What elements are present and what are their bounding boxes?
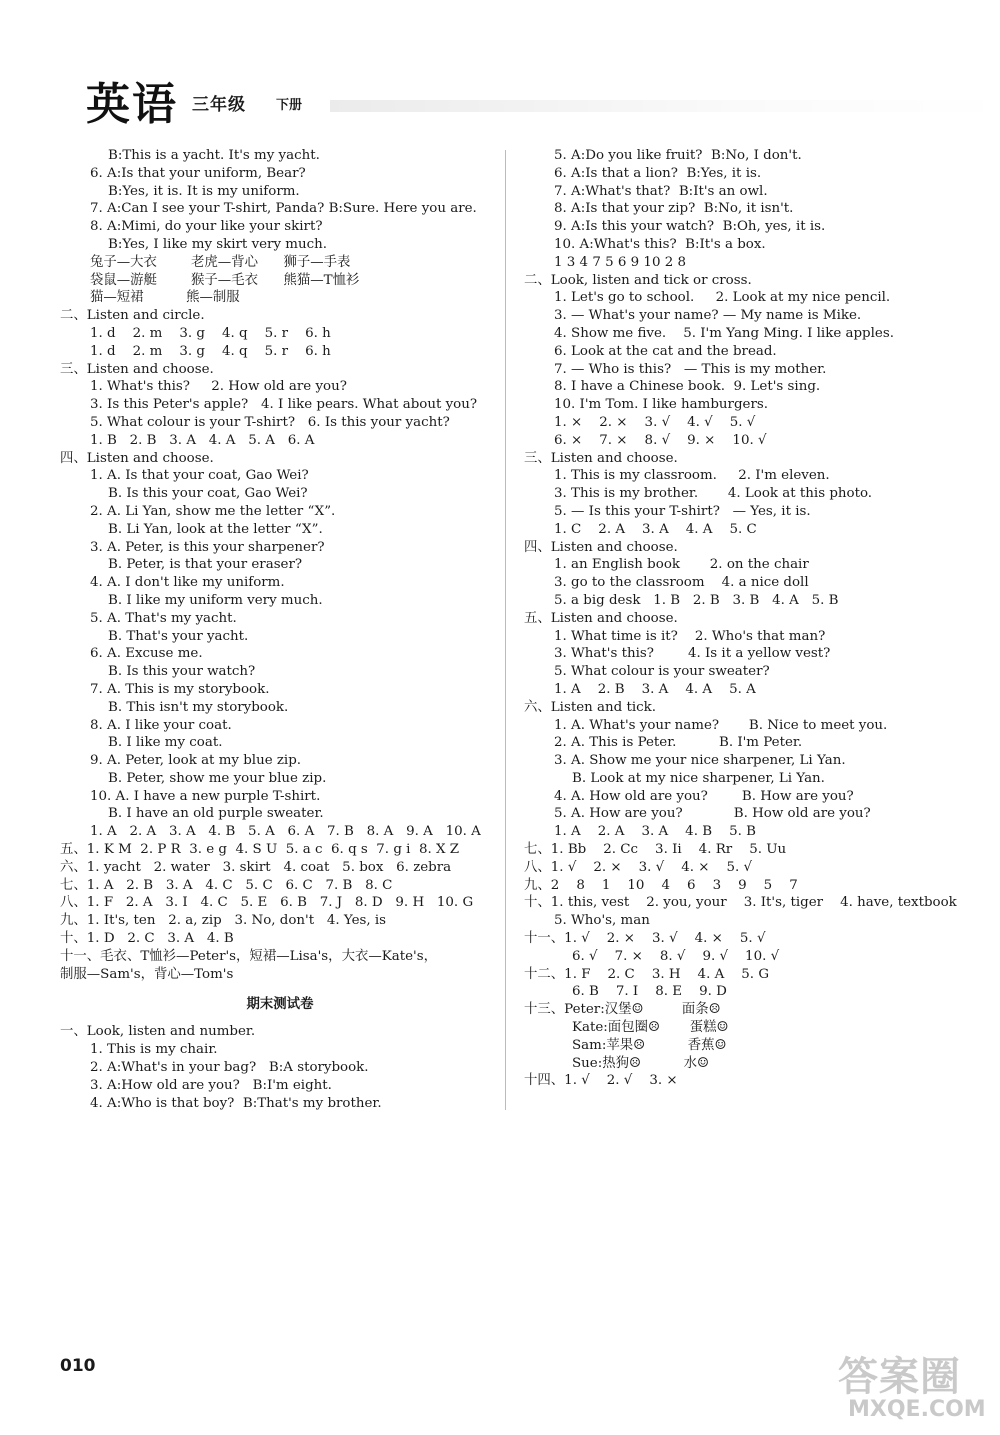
answer-line: Sam:苹果☹ 香蕉☺ (572, 1037, 727, 1053)
answer-line: B. Is this your watch? (108, 664, 256, 680)
answer-line: B. I like my coat. (108, 735, 223, 751)
answer-line: 1. A 2. A 3. A 4. B 5. A 6. A 7. B 8. A 9. A 10. A (90, 824, 481, 840)
answer-line: 6. B 7. I 8. E 9. D (572, 984, 727, 1000)
answer-line: 七、1. A 2. B 3. A 4. C 5. C 6. C 7. B 8. C (60, 877, 393, 893)
answer-line: 5. Who's, man (554, 913, 650, 929)
answer-line: 袋鼠—游艇 猴子—毛衣 熊猫—T恤衫 (90, 272, 360, 288)
answer-line: 5. a big desk 1. B 2. B 3. B 4. A 5. B (554, 592, 839, 608)
answer-line: 四、Listen and choose. (524, 539, 678, 555)
watermark-site: MXQE.COM (848, 1397, 986, 1422)
answer-line: 3. What's this? 4. Is it a yellow vest? (554, 646, 831, 662)
answer-line: 1. A. Is that your coat, Gao Wei? (90, 468, 309, 484)
answer-line: 5. — Is this your T-shirt? — Yes, it is. (554, 503, 811, 519)
answer-line: 10. A. I have a new purple T-shirt. (90, 788, 321, 804)
answer-line: 十四、1. √ 2. √ 3. × (524, 1073, 678, 1089)
answer-line: 八、1. F 2. A 3. I 4. C 5. E 6. B 7. J 8. D 9. H 10. G (60, 895, 474, 911)
answer-line: 1. × 2. × 3. √ 4. √ 5. √ (554, 414, 756, 430)
answer-line: B. Peter, show me your blue zip. (108, 770, 327, 786)
answer-line: 10. I'm Tom. I like hamburgers. (554, 397, 768, 413)
answer-line: 6. × 7. × 8. √ 9. × 10. √ (554, 432, 767, 448)
answer-line: 十、1. this, vest 2. you, your 3. It's, tiger 4. have, textbook (524, 895, 957, 911)
answer-line: 1. This is my chair. (90, 1042, 218, 1058)
answer-line: 3. Is this Peter's apple? 4. I like pears. What about you? (90, 397, 478, 413)
answer-line: 3. A. Peter, is this your sharpener? (90, 539, 325, 555)
watermark-logo-text: 答案圈 (838, 1354, 961, 1400)
answer-line: 3. This is my brother. 4. Look at this photo. (554, 486, 873, 502)
answer-line: 3. A:How old are you? B:I'm eight. (90, 1077, 332, 1093)
answer-line: 1. What time is it? 2. Who's that man? (554, 628, 826, 644)
answer-line: 6. A. Excuse me. (90, 646, 203, 662)
answer-line: 九、1. It's, ten 2. a, zip 3. No, don't 4. Yes, is (60, 913, 387, 929)
answer-line: 5. A. That's my yacht. (90, 610, 237, 626)
answer-line: 九、2 8 1 10 4 6 3 9 5 7 (524, 877, 798, 893)
answer-line: 8. A. I like your coat. (90, 717, 232, 733)
answer-line: 1. A. What's your name? B. Nice to meet you. (554, 717, 888, 733)
answer-line: B. Is this your coat, Gao Wei? (108, 486, 308, 502)
answer-line: 4. Show me five. 5. I'm Yang Ming. I like apples. (554, 325, 894, 341)
answer-line: 1. an English book 2. on the chair (554, 557, 809, 573)
answer-line: B. That's your yacht. (108, 628, 249, 644)
answer-line: 4. A:Who is that boy? B:That's my brother. (90, 1095, 382, 1111)
answer-line: B. I like my uniform very much. (108, 592, 323, 608)
answer-line: 1. B 2. B 3. A 4. A 5. A 6. A (90, 432, 315, 448)
answer-line: 六、1. yacht 2. water 3. skirt 4. coat 5. box 6. zebra (60, 859, 452, 875)
answer-line: 9. A:Is this your watch? B:Oh, yes, it is. (554, 219, 826, 235)
answer-line: 1. A 2. B 3. A 4. A 5. A (554, 681, 756, 697)
answer-line: 四、Listen and choose. (60, 450, 214, 466)
answer-line: 4. A. How old are you? B. How are you? (554, 788, 854, 804)
answer-line: 7. A:Can I see your T-shirt, Panda? B:Sure. Here you are. (90, 201, 477, 217)
answer-line: 十一、毛衣、T恤衫—Peter's，短裙—Lisa's，大衣—Kate's， (60, 948, 437, 964)
answer-line: 2. A. This is Peter. B. I'm Peter. (554, 735, 803, 751)
answer-line: 6. A:Is that a lion? B:Yes, it is. (554, 165, 762, 181)
left-column (60, 147, 500, 1112)
answer-line: 5. What colour is your sweater? (554, 664, 770, 680)
answer-line: 制服—Sam's，背心—Tom's (60, 966, 234, 982)
answer-line: 6. Look at the cat and the bread. (554, 343, 777, 359)
grade-label: 三年级 (192, 95, 246, 115)
answer-line: 五、Listen and choose. (524, 610, 678, 626)
answer-line: 2. A:What's in your bag? B:A storybook. (90, 1060, 369, 1076)
answer-line: 1. d 2. m 3. g 4. q 5. r 6. h (90, 325, 331, 341)
answer-line: 3. go to the classroom 4. a nice doll (554, 575, 809, 591)
answer-line: 3. A. Show me your nice sharpener, Li Yan. (554, 753, 846, 769)
answer-line: 4. A. I don't like my uniform. (90, 575, 285, 591)
answer-line: 1. Let's go to school. 2. Look at my nice pencil. (554, 290, 891, 306)
answer-line: 6. √ 7. × 8. √ 9. √ 10. √ (572, 948, 780, 964)
header-scan-shading (330, 100, 1000, 112)
answer-line: Sue:热狗☹ 水☺ (572, 1055, 709, 1071)
answer-line: 10. A:What's this? B:It's a box. (554, 236, 766, 252)
answer-line: 七、1. Bb 2. Cc 3. Ii 4. Rr 5. Uu (524, 842, 787, 858)
answer-line: 十二、1. F 2. C 3. H 4. A 5. G (524, 966, 770, 982)
right-answer-lines (524, 147, 964, 1090)
answer-line: 9. A. Peter, look at my blue zip. (90, 753, 302, 769)
answer-line: 十三、Peter:汉堡☺ 面条☹ (524, 1002, 721, 1018)
answer-line: 猫—短裙 熊—制服 (90, 290, 240, 306)
answer-line: 1. What's this? 2. How old are you? (90, 379, 347, 395)
answer-line: 二、Listen and circle. (60, 308, 205, 324)
volume-label: 下册 (276, 98, 303, 113)
answer-line: 7. A:What's that? B:It's an owl. (554, 183, 768, 199)
right-column (524, 147, 964, 1090)
answer-line: B. I have an old purple sweater. (108, 806, 324, 822)
column-divider (505, 150, 506, 1110)
answer-line: B. Look at my nice sharpener, Li Yan. (572, 770, 825, 786)
answer-line: 兔子—大衣 老虎—背心 狮子—手表 (90, 254, 351, 270)
answer-line: 十、1. D 2. C 3. A 4. B (60, 931, 234, 947)
answer-line: 三、Listen and choose. (524, 450, 678, 466)
answer-line: 5. What colour is your T-shirt? 6. Is this your yacht? (90, 414, 450, 430)
answer-line: 8. A:Mimi, do your like your skirt? (90, 219, 323, 235)
answer-line: 1. C 2. A 3. A 4. A 5. C (554, 521, 757, 537)
answer-line: B:This is a yacht. It's my yacht. (108, 148, 320, 163)
answer-line: 6. A:Is that your uniform, Bear? (90, 165, 306, 181)
answer-line: 5. A:Do you like fruit? B:No, I don't. (554, 148, 802, 163)
answer-line: B:Yes, I like my skirt very much. (108, 236, 327, 252)
left-answer-lines (60, 147, 500, 983)
answer-line: 十一、1. √ 2. × 3. √ 4. × 5. √ (524, 931, 766, 947)
answer-line: 八、1. √ 2. × 3. √ 4. × 5. √ (524, 859, 753, 875)
answer-line: 3. — What's your name? — My name is Mike. (554, 308, 862, 324)
answer-line: 8. A:Is that your zip? B:No, it isn't. (554, 201, 794, 217)
watermark (838, 1345, 988, 1427)
answer-line: B. Li Yan, look at the letter “X”. (108, 521, 323, 537)
answer-line: 1 3 4 7 5 6 9 10 2 8 (554, 254, 687, 270)
answer-line: B. This isn't my storybook. (108, 699, 289, 715)
answer-line: 二、Look, listen and tick or cross. (524, 272, 752, 288)
answer-line: Kate:面包圈☹ 蛋糕☺ (572, 1020, 729, 1036)
answer-line: 1. A 2. A 3. A 4. B 5. B (554, 824, 756, 840)
left-final-test-lines (60, 1023, 500, 1112)
answer-line: 1. This is my classroom. 2. I'm eleven. (554, 468, 830, 484)
answer-line: 7. A. This is my storybook. (90, 681, 270, 697)
answer-line: 8. I have a Chinese book. 9. Let's sing. (554, 379, 821, 395)
book-title: 英语 (86, 79, 178, 130)
answer-line: 5. A. How are you? B. How old are you? (554, 806, 871, 822)
answer-line: 1. d 2. m 3. g 4. q 5. r 6. h (90, 343, 331, 359)
page-number: 010 (60, 1356, 96, 1376)
answer-line: 2. A. Li Yan, show me the letter “X”. (90, 503, 336, 519)
section-title-final-test: 期末测试卷 (246, 997, 314, 1013)
answer-line: 三、Listen and choose. (60, 361, 214, 377)
answer-line: 六、Listen and tick. (524, 699, 656, 715)
answer-line: 五、1. K M 2. P R 3. e g 4. S U 5. a c 6. q s 7. g i 8. X Z (60, 842, 460, 858)
answer-line: B. Peter, is that your eraser? (108, 557, 303, 573)
page-header (80, 68, 940, 128)
answer-line: 一、Look, listen and number. (60, 1024, 256, 1040)
answer-line: B:Yes, it is. It is my uniform. (108, 183, 300, 199)
answer-line: 7. — Who is this? — This is my mother. (554, 361, 827, 377)
